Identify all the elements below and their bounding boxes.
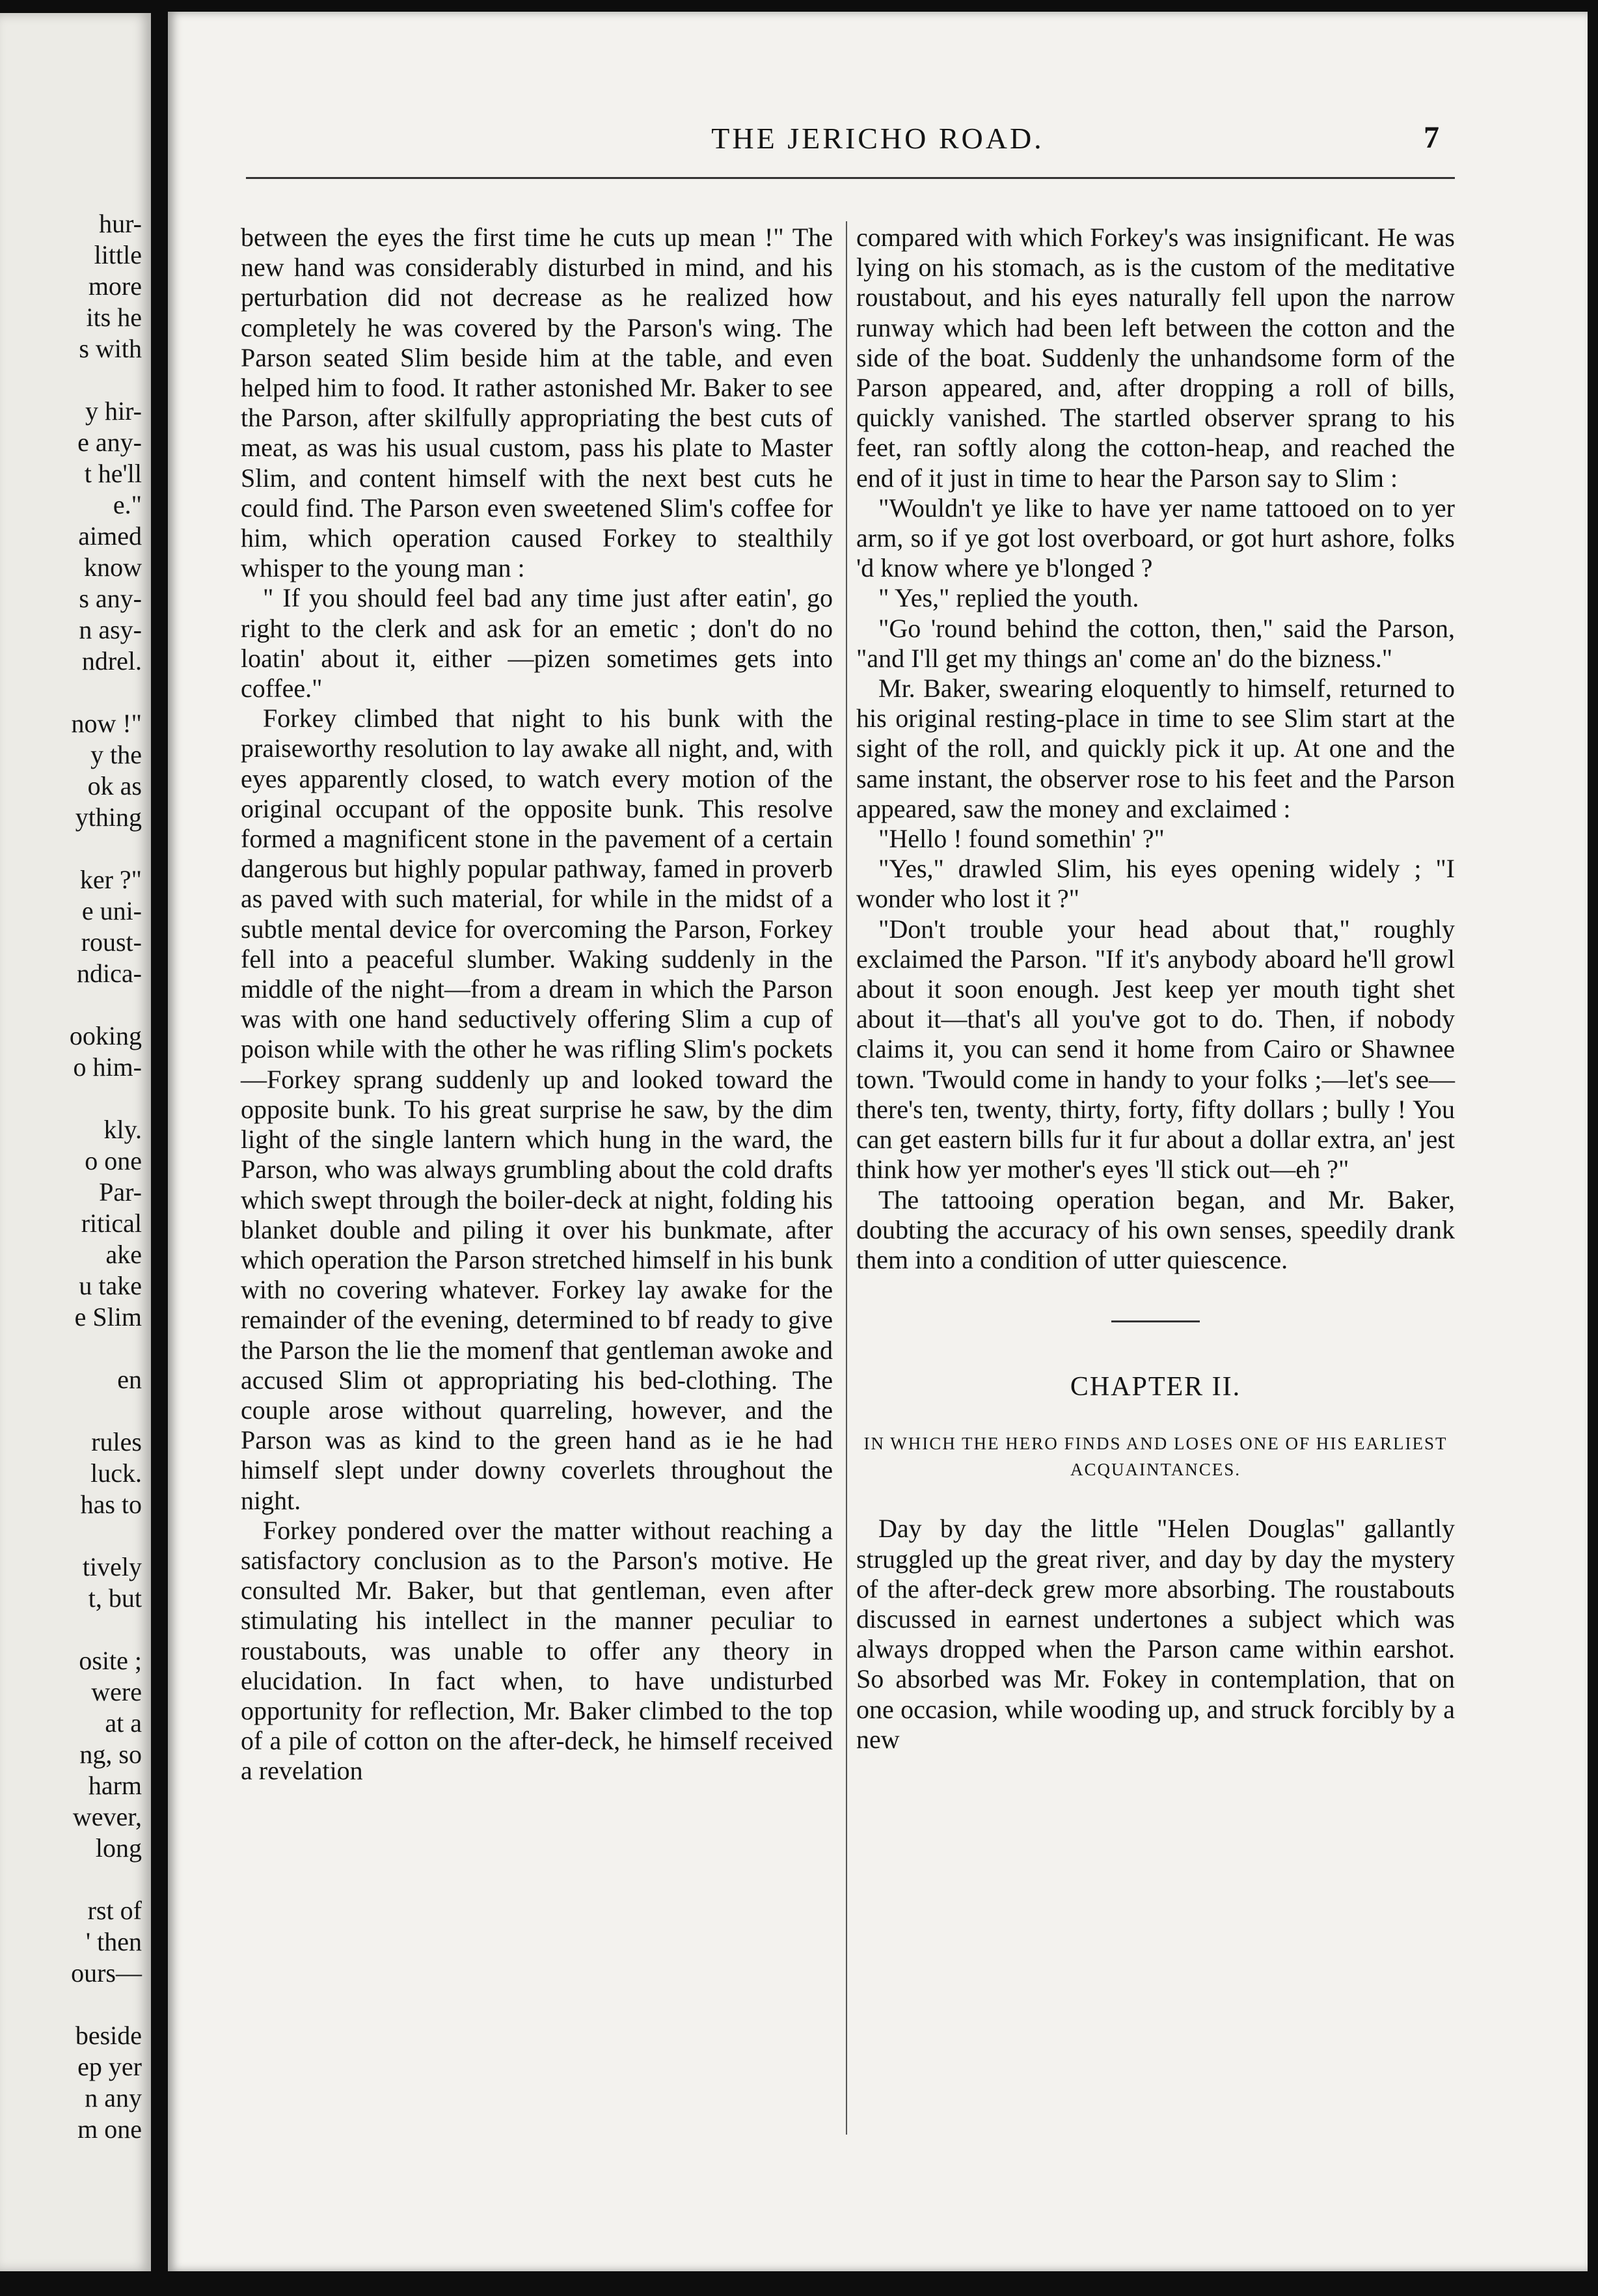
left-page-line: e Slim	[74, 1302, 142, 1332]
chapter-text	[856, 1514, 1455, 1755]
header-rule	[246, 177, 1455, 179]
left-page-line: ep yer	[77, 2052, 142, 2081]
page-number: 7	[1424, 120, 1439, 155]
left-page-line: aimed	[78, 521, 142, 551]
left-page-line: kly.	[103, 1115, 142, 1144]
left-page-line: o him-	[73, 1052, 142, 1082]
left-page-line: now !"	[71, 709, 142, 738]
left-page-line: t, but	[88, 1583, 142, 1613]
left-page-line: Par-	[99, 1177, 142, 1207]
left-page-line: roust-	[81, 927, 142, 957]
left-page-line: ything	[75, 802, 142, 832]
paragraph: Forkey climbed that night to his bunk with the praiseworthy resolution to lay awake all night, and, with eyes apparently closed, to watch every motion of the original occupant of the opposite bunk. This resolve formed a magnificent stone in the pavement of a certain dangerous but highly popular pathway, famed in proverb as paved with such material, for while in the midst of a subtle mental device for overcoming the Parson, Forkey fell into a peaceful slumber. Waking suddenly in the middle of the night—from a dream in which the Parson was with one hand seductively offering Slim a cup of poison while with the other he was rifling Slim's pockets—Forkey sprang suddenly up and looked toward the opposite bunk. To his great surprise he saw, by the dim light of the single lantern which hung in the ward, the Parson, who was always grumbling about the cold drafts which swept through the boiler-deck at night, folding his blanket double and piling it over his bunkmate, after which operation the Parson stretched himself in his bunk with no covering whatever. Forkey lay awake for the remainder of the evening, determined to bf ready to give the Parson the lie the momenf that gentleman awoke and accused Slim ot appropriating his bed-clothing. The couple arose without quarreling, however, and the Parson was as kind to the green hand as ie he had himself slept under downy coverlets throughout the night.	[241, 704, 833, 1515]
left-page-line: hur-	[99, 209, 142, 238]
paragraph: Mr. Baker, swearing eloquently to himself, returned to his original resting-place in time to see Slim start at the sight of the roll, and quickly pick it up. At one and the same instant, the observer rose to his feet and the Parson appeared, saw the money and exclaimed :	[856, 674, 1455, 823]
left-page-line: has to	[80, 1490, 142, 1519]
left-page-line: en	[117, 1365, 142, 1394]
left-page-line: ng, so	[79, 1740, 142, 1769]
left-page-line: e uni-	[81, 896, 142, 925]
left-page-line: ake	[105, 1240, 142, 1269]
left-page-line: ' then	[85, 1927, 142, 1956]
left-page-line: y the	[90, 740, 142, 769]
left-page-line: u take	[79, 1271, 142, 1300]
left-page-line: osite ;	[79, 1646, 142, 1675]
left-page-line: rules	[91, 1427, 142, 1456]
paragraph: "Wouldn't ye like to have yer name tattooed on to yer arm, so if ye got lost overboard, or got hurt ashore, folks 'd know where ye b'longed ?	[856, 493, 1455, 583]
paragraph: "Yes," drawled Slim, his eyes opening widely ; "I wonder who lost it ?"	[856, 854, 1455, 914]
left-page-line: long	[95, 1833, 142, 1863]
left-page-line: ndica-	[77, 959, 142, 988]
left-page-line: rst of	[87, 1896, 142, 1925]
left-page-line: harm	[88, 1771, 142, 1800]
right-column	[856, 223, 1455, 1755]
left-page-line: ndrel.	[81, 646, 142, 676]
paragraph: Day by day the little "Helen Douglas" gallantly struggled up the great river, and day by day the mystery of the after-deck grew more absorbing. The roustabouts discussed in earnest undertones a subject which was always dropped when the Parson came within earshot. So absorbed was Mr. Fokey in contemplation, that on one occasion, while wooding up, and struck forcibly by a new	[856, 1514, 1455, 1754]
left-page-line: its he	[86, 303, 142, 332]
left-page-line: ours—	[71, 1958, 142, 1988]
left-page-line: little	[94, 240, 142, 269]
left-page-line: ritical	[81, 1209, 142, 1238]
left-page-line: e any-	[77, 428, 142, 457]
right-column-text	[856, 223, 1455, 1275]
page	[168, 12, 1588, 2271]
left-page-line: o one	[85, 1146, 142, 1175]
paragraph: "Go 'round behind the cotton, then," said the Parson, "and I'll get my things an' come an' do the bizness."	[856, 613, 1455, 673]
left-page-line: m one	[77, 2114, 142, 2144]
left-page-line: y hir-	[85, 396, 142, 426]
left-page-line: e."	[113, 490, 142, 519]
left-page-fragment	[0, 13, 151, 2271]
left-page-line: n any	[85, 2083, 142, 2112]
left-page-line: beside	[75, 2021, 142, 2050]
paragraph: Forkey pondered over the matter without reaching a satisfactory conclusion as to the Parson's motive. He consulted Mr. Baker, but that gentleman, even after stimulating his intellect in the manner peculiar to roustabouts, was unable to offer any theory in elucidation. In fact when, to have undisturbed opportunity for reflection, Mr. Baker climbed to the top of a pile of cotton on the after-deck, he himself received a revelation	[241, 1515, 833, 1786]
chapter-heading: CHAPTER II.	[1070, 1372, 1241, 1402]
left-page-line: ok as	[87, 771, 142, 800]
section-rule	[1111, 1320, 1200, 1322]
paragraph: compared with which Forkey's was insignificant. He was lying on his stomach, as is the custom of the meditative roustabout, and his eyes naturally fell upon the narrow runway which had been left between the cotton and the side of the boat. Suddenly the unhandsome form of the Parson appeared, and, after dropping a roll of bills, quickly vanished. The startled observer sprang to his feet, ran softly along the cotton-heap, and reached the end of it just in time to hear the Parson say to Slim :	[856, 223, 1455, 493]
left-page-line: s any-	[79, 584, 142, 613]
left-page-line: more	[88, 271, 142, 301]
left-page-line: luck.	[90, 1458, 142, 1488]
left-page-line: ooking	[69, 1021, 142, 1050]
left-page-line: t he'll	[84, 459, 142, 488]
paragraph: The tattooing operation began, and Mr. Baker, doubting the accuracy of his own senses, speedily drank them into a condition of utter quiescence.	[856, 1184, 1455, 1274]
paragraph: between the eyes the first time he cuts up mean !" The new hand was considerably disturbed in mind, and his perturbation did not decrease as he realized how completely he was covered by the Parson's wing. The Parson seated Slim beside him at the table, and even helped him to food. It rather astonished Mr. Baker to see the Parson, after skilfully appropriating the best cuts of meat, as was his usual custom, pass his plate to Master Slim, and content himself with the next best cuts he could find. The Parson even sweetened Slim's coffee for him, which operation caused Forkey to stealthily whisper to the young man :	[241, 223, 833, 583]
left-page-line: s with	[79, 334, 142, 363]
chapter-subtitle: IN WHICH THE HERO FINDS AND LOSES ONE OF HIS EARLIEST ACQUAINTANCES.	[863, 1434, 1448, 1480]
left-page-line: were	[91, 1677, 142, 1706]
left-page-line: know	[84, 553, 142, 582]
paragraph: "Hello ! found somethin' ?"	[878, 824, 1165, 854]
left-page-line: ker ?"	[79, 865, 142, 894]
column-divider	[846, 221, 847, 2135]
running-header: THE JERICHO ROAD.	[711, 122, 1044, 155]
left-page-line: at a	[105, 1708, 142, 1738]
left-column	[241, 223, 833, 1786]
left-page-line: wever,	[72, 1802, 142, 1831]
paragraph: " Yes," replied the youth.	[878, 583, 1139, 613]
paragraph: " If you should feel bad any time just after eatin', go right to the clerk and ask for an emetic ; don't do no loatin' about it, either —pizen sometimes gets into coffee."	[241, 583, 833, 704]
left-page-line: tively	[82, 1552, 142, 1581]
paragraph: "Don't trouble your head about that," roughly exclaimed the Parson. "If it's anybody aboard he'll growl about it soon enough. Jest keep yer mouth tight shet about it—that's all you've got to do. Then, if nobody claims it, you can send it home from Cairo or Shawnee town. 'Twould come in handy to your folks ;—let's see—there's ten, twenty, thirty, forty, fifty dollars ; bully ! You can get eastern bills fur it fur about a dollar extra, an' jest think how yer mother's eyes 'll stick out—eh ?"	[856, 914, 1455, 1184]
left-page-line: n asy-	[79, 615, 142, 644]
